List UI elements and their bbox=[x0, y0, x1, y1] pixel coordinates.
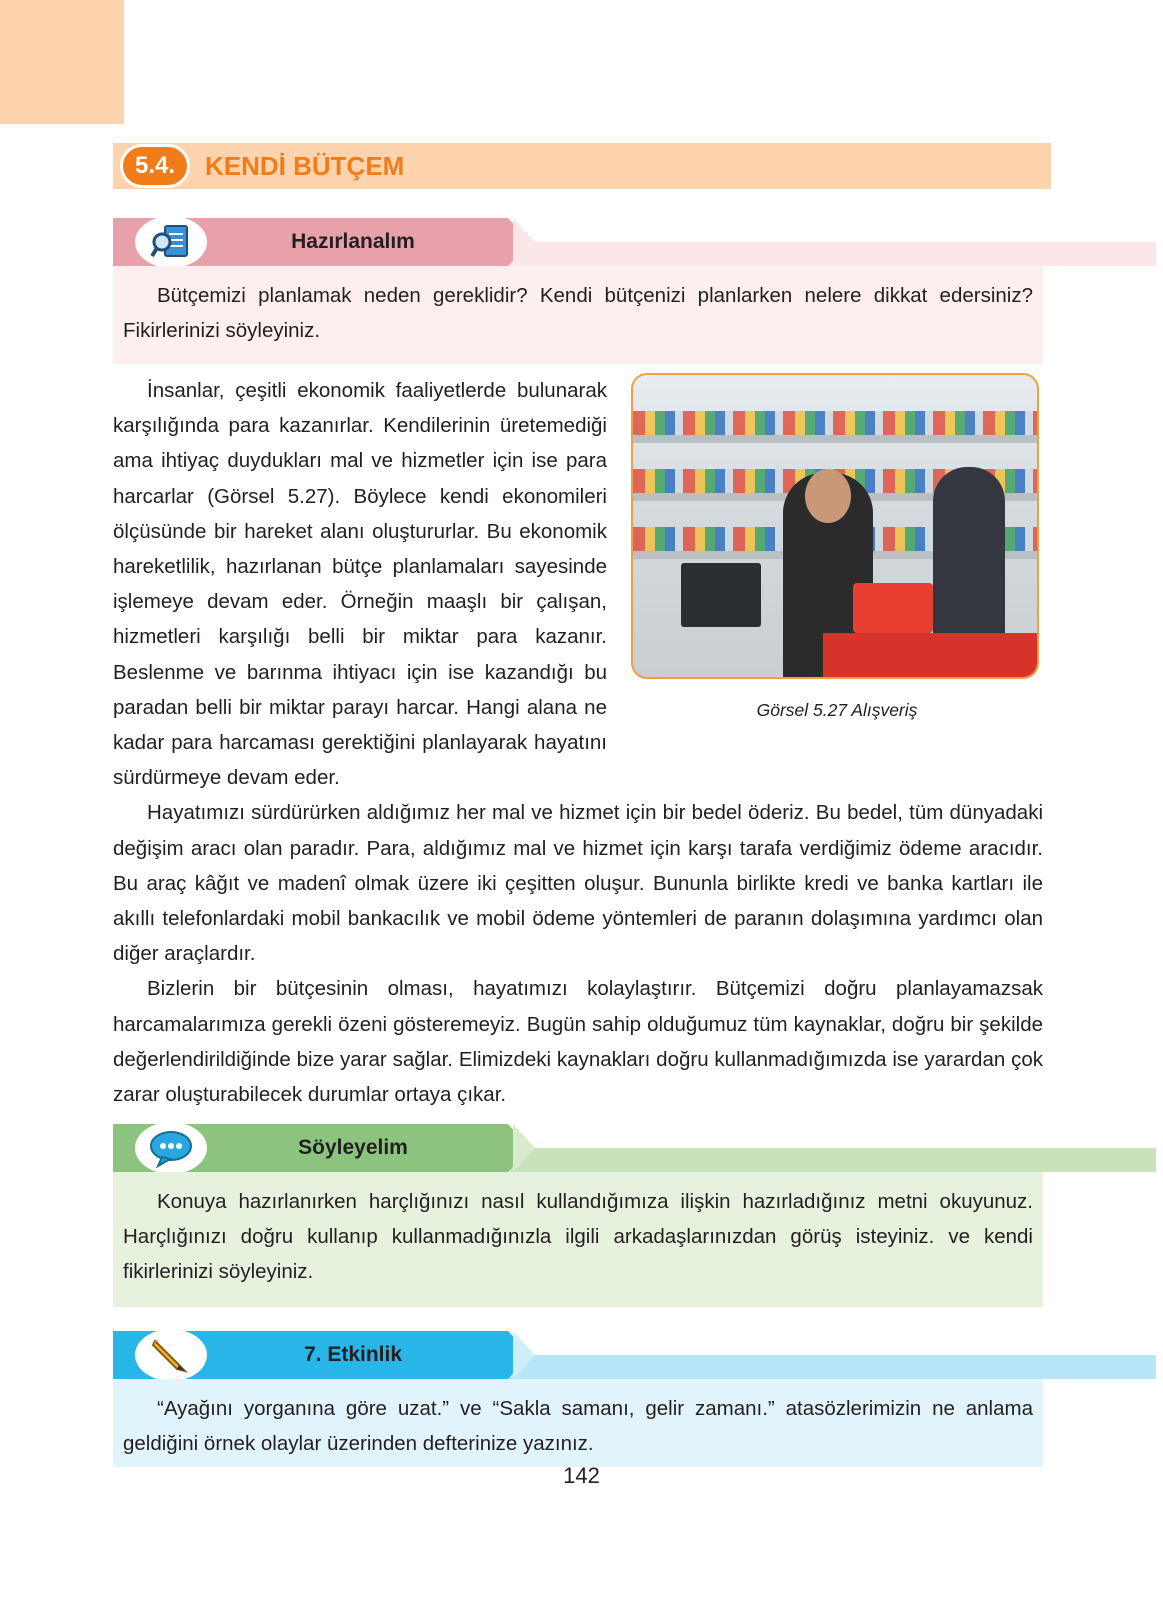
section-title: KENDİ BÜTÇEM bbox=[205, 151, 405, 181]
hazirlanalim-text: Bütçemizi planlamak neden gereklidir? Kendi bütçenizi planlarken nelere dikkat edersiniz? Fikirlerinizi söyleyiniz. bbox=[123, 284, 1033, 342]
paragraph-1: İnsanlar, çeşitli ekonomik faaliyetlerde bulunarak karşılığında para kazanırlar. Kendilerinin üretemediği ama ihtiyaç duydukları mal ve hizmetler için ise para harcarlar (Görsel 5.27). Böylece kendi ekonomileri ölçüsünde bir hareket alanı oluştururlar. Bu ekonomik hareketlilik, hazırlanan bütçe planlamaları sayesinde işlemeye devam eder. Örneğin maaşlı bir çalışan, hizmetleri karşılığı belli bir miktar para kazanır. Beslenme ve barınma ihtiyacı için ise kazandığı bu paradan belli bir miktar parayı harcar. Hangi alana ne kadar para harcaması gerektiğini planlayarak hayatını sürdürmeye devam eder. bbox=[113, 379, 607, 790]
paragraph-3: Bizlerin bir bütçesinin olması, hayatımızı kolaylaştırır. Bütçemizi doğru planlayamazsak harcamalarımıza gerekli özeni gösteremeyiz. Bugün sahip olduğumuz tüm kaynaklar, doğru bir şekilde değerlendirildiğinde bize yarar sağlar. Elimizdeki kaynakları doğru kullanmadığımızda ise yarardan çok zarar oluşturabilecek durumlar ortaya çıkar. bbox=[113, 977, 1043, 1107]
etkinlik-label: 7. Etkinlik bbox=[303, 1343, 403, 1366]
speech-bubble-icon bbox=[135, 1122, 207, 1174]
figure bbox=[625, 373, 1043, 733]
corner-tab bbox=[0, 0, 124, 124]
etkinlik-text: “Ayağını yorganına göre uzat.” ve “Sakla samanı, gelir zamanı.” atasözlerimizin ne anlama geldiğini örnek olaylar üzerinden defterinize yazınız. bbox=[123, 1397, 1033, 1455]
soyleyelim-box bbox=[113, 1172, 1043, 1307]
section-number: 5.4. bbox=[120, 144, 190, 188]
etkinlik-box bbox=[113, 1379, 1043, 1467]
soyleyelim-label: Söyleyelim bbox=[298, 1136, 408, 1159]
figure-caption: Görsel 5.27 Alışveriş bbox=[756, 700, 918, 720]
hazirlanalim-label: Hazırlanalım bbox=[291, 230, 415, 253]
shopping-photo bbox=[631, 373, 1039, 679]
paragraph-2: Hayatımızı sürdürürken aldığımız her mal ve hizmet için bir bedel öderiz. Bu bedel, tüm dünyadaki değişim aracı olan paradır. Para, aldığımız mal ve hizmet için karşı tarafa verdiğimiz ödeme aracıdır. Bu araç kâğıt ve madenî olmak üzere iki çeşitten oluşur. Bununla birlikte kredi ve banka kartları ile akıllı telefonlardaki mobil bankacılık ve mobil ödeme yöntemleri de paranın dolaşımına yardımcı olan diğer araçlardır. bbox=[113, 801, 1043, 966]
page-number: 142 bbox=[563, 1463, 600, 1488]
main-text bbox=[113, 373, 1043, 1112]
pencil-icon bbox=[135, 1329, 207, 1381]
magnifier-notebook-icon bbox=[135, 216, 207, 268]
hazirlanalim-box bbox=[113, 266, 1043, 364]
soyleyelim-text: Konuya hazırlanırken harçlığınızı nasıl kullandığımıza ilişkin hazırladığınız metni okuyunuz. Harçlığınızı doğru kullanıp kullanmadığınızla ilgili arkadaşlarınızdan görüş isteyiniz. ve kendi fikirlerinizi söyleyiniz. bbox=[123, 1190, 1033, 1283]
